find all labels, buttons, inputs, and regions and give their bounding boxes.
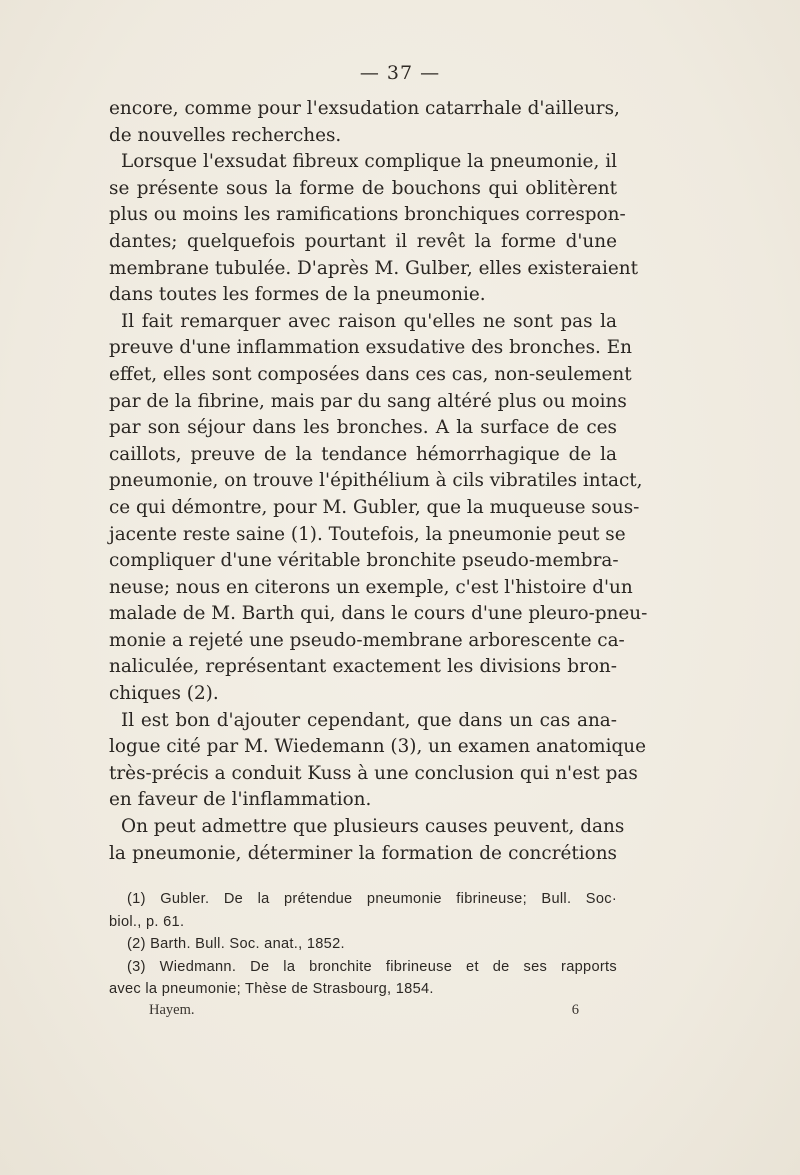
body-line: pneumonie, on trouve l'épithélium à cils vibratiles intact, [109,470,643,492]
body-line: compliquer d'une véritable bronchite pseudo-membra- [109,550,619,572]
body-line: par de la fibrine, mais par du sang altéré plus ou moins [109,390,627,412]
body-line: se présente sous la forme de bouchons qui oblitèrent [109,177,617,199]
signature-name: Hayem. [149,1002,195,1018]
footnote-line: (1) Gubler. De la prétendue pneumonie fibrineuse; Bull. Soc· [127,891,617,907]
body-line: effet, elles sont composées dans ces cas, non-seulement [109,363,632,385]
body-line: naliculée, représentant exactement les divisions bron- [109,656,617,678]
body-line: caillots, preuve de la tendance hémorrhagique de la [109,443,617,465]
body-line: membrane tubulée. D'après M. Gulber, elles existeraient [109,257,639,279]
body-line: On peut admettre que plusieurs causes peuvent, dans [121,816,625,838]
body-line: preuve d'une inflammation exsudative des bronches. En [109,337,633,359]
footnote-line: (3) Wiedmann. De la bronchite fibrineuse et de ses rapports [127,958,617,975]
body-line: encore, comme pour l'exsudation catarrhale d'ailleurs, [109,98,620,119]
body-line: ce qui démontre, pour M. Gubler, que la muqueuse sous- [109,496,640,518]
body-line: plus ou moins les ramifications bronchiques correspon- [109,204,626,226]
footnotes [109,888,617,1001]
body-line: Il fait remarquer avec raison qu'elles ne sont pas la [121,310,617,332]
body-line: dantes; quelquefois pourtant il revêt la forme d'une [109,230,617,252]
body-line: de nouvelles recherches. [109,124,342,146]
body-line: très-précis a conduit Kuss à une conclusion qui n'est pas [109,762,638,784]
body-line: en faveur de l'inflammation. [109,789,372,811]
body-line: Il est bon d'ajouter cependant, que dans un cas ana- [121,709,617,731]
footnote-line: avec la pneumonie; Thèse de Strasbourg, 1854. [109,981,434,997]
body-line: malade de M. Barth qui, dans le cours d'une pleuro-pneu- [109,603,648,625]
signature-sheet-number: 6 [571,1002,579,1018]
footnote-line: (2) Barth. Bull. Soc. anat., 1852. [127,936,345,952]
body-line: logue cité par M. Wiedemann (3), un examen anatomique [109,736,647,758]
body-line: la pneumonie, déterminer la formation de concrétions [109,842,617,864]
body-line: jacente reste saine (1). Toutefois, la pneumonie peut se [109,523,626,545]
footnote-line: biol., p. 61. [109,913,185,930]
body-line: par son séjour dans les bronches. A la surface de ces [109,417,617,439]
page-number: — 37 — [359,62,441,84]
body-line: neuse; nous en citerons un exemple, c'est l'histoire d'un [109,576,633,598]
body-text [109,96,648,867]
body-line: dans toutes les formes de la pneumonie. [109,284,486,306]
body-line: monie a rejeté une pseudo-membrane arborescente ca- [109,629,625,651]
body-line: chiques (2). [109,683,219,705]
body-line: Lorsque l'exsudat fibreux complique la pneumonie, il [121,151,617,173]
